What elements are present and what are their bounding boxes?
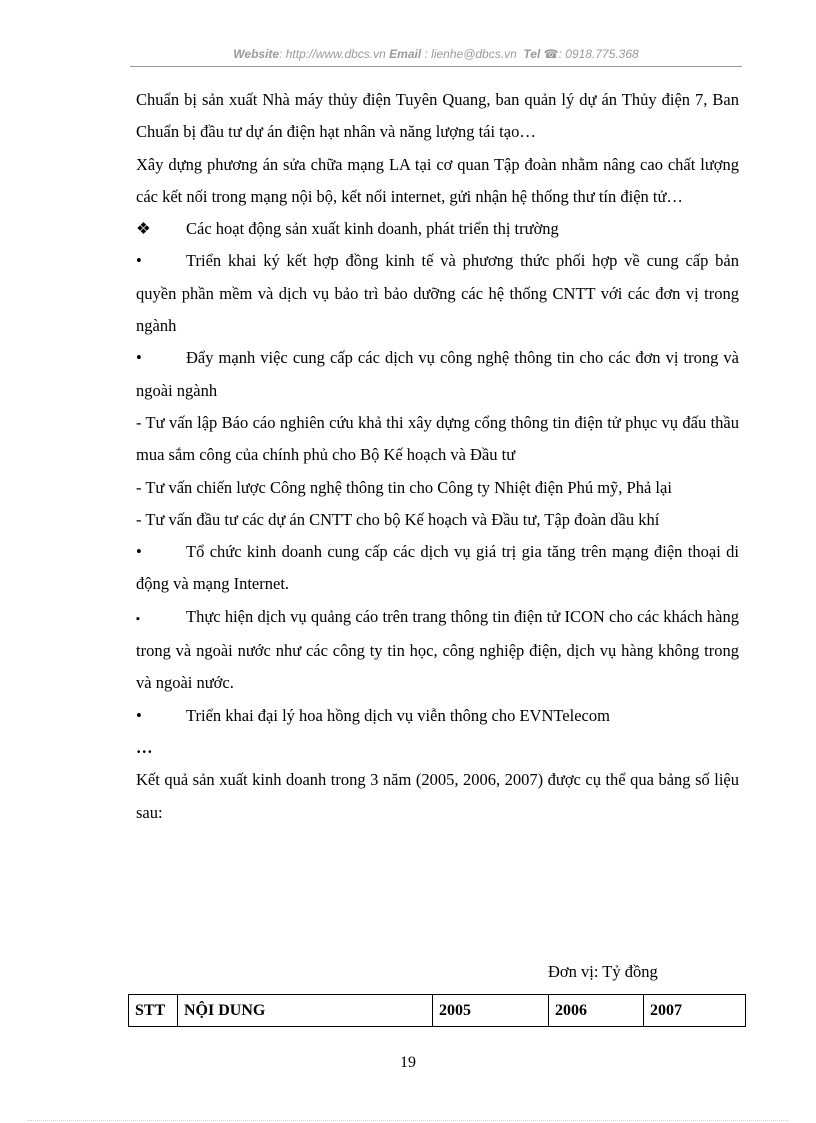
page-number: 19 bbox=[400, 1054, 416, 1071]
table-header-row bbox=[129, 995, 746, 1027]
tel-value: ☎: 0918.775.368 bbox=[540, 47, 639, 61]
list-item-text: Triển khai đại lý hoa hồng dịch vụ viễn thông cho EVNTelecom bbox=[186, 705, 610, 725]
tel-label: Tel bbox=[523, 47, 541, 61]
bullet-icon: • bbox=[136, 542, 142, 562]
table-header-cell: 2006 bbox=[549, 995, 644, 1027]
list-item-text: Tổ chức kinh doanh cung cấp các dịch vụ giá trị gia tăng trên mạng điện thoại di động và mạng Internet. bbox=[136, 542, 739, 594]
list-item-text: - Tư vấn lập Báo cáo nghiên cứu khả thi xây dựng cổng thông tin điện tử phục vụ đấu thầu mua sắm công của chính phủ cho Bộ Kế hoạch và Đầu tư bbox=[136, 412, 739, 465]
diamond-bullet-icon: ❖ bbox=[136, 219, 151, 239]
document-body bbox=[136, 84, 739, 829]
table-header-cell: 2005 bbox=[433, 995, 549, 1027]
table-header-cell: 2007 bbox=[644, 995, 746, 1027]
list-item bbox=[136, 407, 739, 472]
section-heading bbox=[136, 213, 739, 245]
result-paragraph: Kết quả sản xuất kinh doanh trong 3 năm (2005, 2006, 2007) được cụ thể qua bảng số liệu sau: bbox=[136, 770, 739, 822]
list-item bbox=[136, 700, 739, 732]
results-table bbox=[128, 994, 746, 1027]
bullet-icon: • bbox=[136, 705, 142, 725]
list-item bbox=[136, 342, 739, 407]
list-item-text: Đẩy mạnh việc cung cấp các dịch vụ công nghệ thông tin cho các đơn vị trong và ngoài ngành bbox=[136, 348, 739, 400]
list-item bbox=[136, 472, 739, 504]
website-label: Website bbox=[233, 47, 280, 61]
body-paragraph: Xây dựng phương án sửa chữa mạng LA tại cơ quan Tập đoàn nhằm nâng cao chất lượng các kết nối trong mạng nội bộ, kết nối internet, gửi nhận hệ thống thư tín điện tử… bbox=[136, 154, 739, 206]
body-paragraph: Chuẩn bị sản xuất Nhà máy thủy điện Tuyên Quang, ban quản lý dự án Thủy điện 7, Ban Chuẩn bị đầu tư dự án điện hạt nhân và năng lượng tái tạo… bbox=[136, 90, 739, 142]
page-header bbox=[130, 47, 742, 61]
square-bullet-icon: ▪ bbox=[136, 612, 140, 625]
list-item bbox=[136, 504, 739, 536]
header-divider bbox=[130, 66, 742, 67]
email-value: : lienhe@dbcs.vn bbox=[421, 47, 517, 61]
list-item bbox=[136, 245, 739, 342]
bullet-icon: • bbox=[136, 251, 142, 271]
footer-divider bbox=[28, 1120, 788, 1121]
table-header-cell: STT bbox=[129, 995, 178, 1027]
list-item-text: Triển khai ký kết hợp đồng kinh tế và phương thức phối hợp về cung cấp bản quyền phần mềm và dịch vụ bảo trì bảo dưỡng các hệ thống CNTT với các đơn vị trong ngành bbox=[136, 251, 739, 336]
list-item bbox=[136, 601, 739, 700]
bullet-icon: • bbox=[136, 348, 142, 368]
table-header-cell: NỘI DUNG bbox=[178, 995, 433, 1027]
list-item-text: Thực hiện dịch vụ quảng cáo trên trang thông tin điện tử ICON cho các khách hàng trong và ngoài nước như các công ty tin học, công nghiệp điện, dịch vụ hàng không trong và ngoài nước. bbox=[136, 606, 739, 693]
website-value: : http://www.dbcs.vn bbox=[279, 47, 386, 61]
list-item-text: - Tư vấn đầu tư các dự án CNTT cho bộ Kế hoạch và Đầu tư, Tập đoàn dầu khí bbox=[136, 509, 660, 529]
section-heading-text: Các hoạt động sản xuất kinh doanh, phát triển thị trường bbox=[186, 219, 559, 239]
list-item bbox=[136, 536, 739, 601]
ellipsis-line: … bbox=[136, 737, 153, 757]
unit-label: Đơn vị: Tỷ đồng bbox=[548, 962, 658, 981]
list-item-text: - Tư vấn chiến lược Công nghệ thông tin cho Công ty Nhiệt điện Phú mỹ, Phả lại bbox=[136, 477, 672, 497]
email-label: Email bbox=[389, 47, 422, 61]
